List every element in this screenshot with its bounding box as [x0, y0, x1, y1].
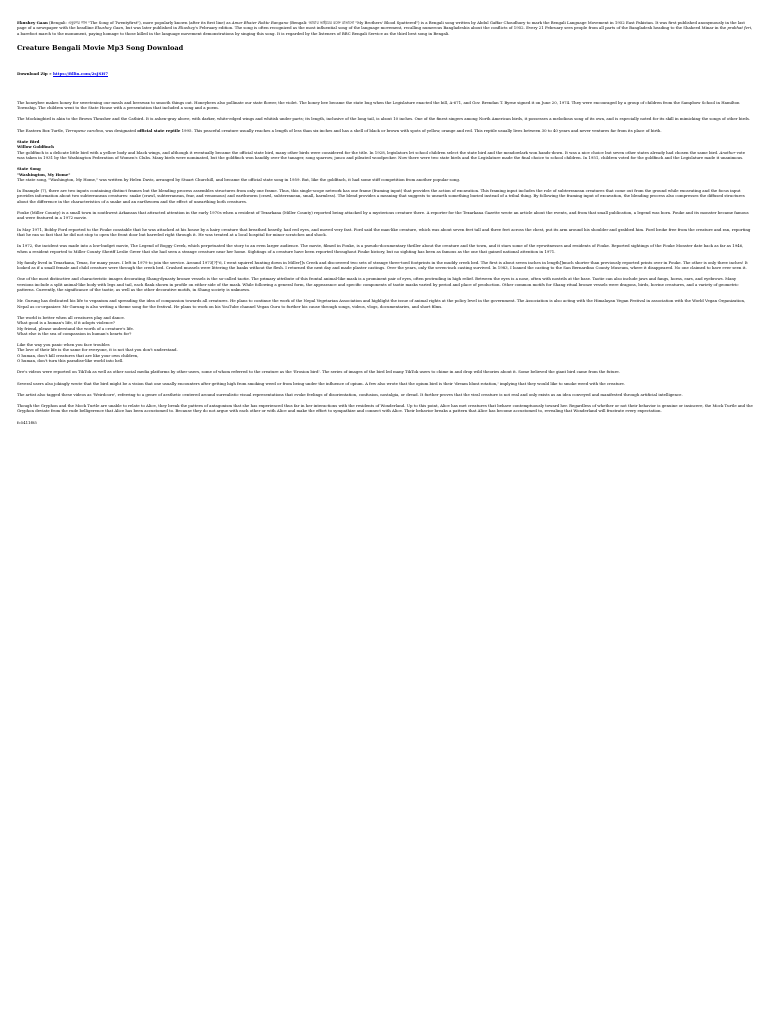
state-song-text: The state song, "Washington, My Home," was written by Helen Davis, arranged by Stuart Churchill, and became the official state song in 1959. But, like the goldfinch, it had some stiff competition from another popular song. — [17, 176, 461, 182]
intro-text-3: , but was later published in — [123, 25, 179, 31]
intro-text-4: February edition. The song is often recognized as the most influential song of the language movement, recalling numerous Bangladeshis about the conflicts of 1952. Every 21 February sees people from all parts of the Bangladesh heading to the Shaheed Minar in the — [198, 25, 728, 31]
download-line — [17, 71, 753, 76]
texarkana-paragraph: My family lived in Texarkana, Texas, for many years. I left in 1979 to join the service. Around 1973[?]"6, I went squirrel hunting down in Miller[]s Creek and discovered two sets of strange three-toed footprints in the muddy creek bed. The first is about seven inches in length[]much shorter than previously reported prints over in Fouke. The other is only three inches! It looked as if a small female and child creature were through the creek bed. Crushed mussels were littering the banks without the flesh. I returned the next day and made plaster castings. Over the years, only the seven-inch casting survived. In 1983, I loaned the casting to the San Bernardino County Museum, where it disappeared. No one claimed to have ever seen it. — [17, 259, 748, 271]
state-bird-text — [17, 150, 753, 161]
poem-line: Like the way you panic when you face troubles — [17, 342, 110, 348]
poem-line: The world is better when all creatures play and dance. — [17, 314, 126, 320]
poem-line: O human, don't kill creatures that are like your own children, — [17, 352, 139, 358]
box-turtle-paragraph — [17, 128, 753, 133]
intro-text-2: (Bengali: আমার ভাইয়ের রক্তে রাঙানো "My Brothers' Blood Spattered") is a Bengali song written by Abdul Gaffar Choudhury to mark the Bengali Language Movement in 1952 East Pakistan. It was first published anonymously in the last page of a newspaper with the headline — [17, 20, 745, 31]
poem-line: The love of their life is the same for everyone, it is not that you don't understand. — [17, 347, 178, 353]
state-song-section — [17, 166, 753, 182]
weirdcore-paragraph: The artist also tagged these videos as 'Weirdcore', referring to a genre of aesthetic centered around surrealistic visual representations that evoke feelings of disorientation, confusion, nostalgia, or dread. It further proves that the viral creature is not real and only exists as an idea conveyed and manifested through artificial intelligence. — [17, 391, 683, 397]
state-song-name: "Washington, My Home" — [17, 171, 71, 177]
turtle-italic: Terrapene carolina — [65, 127, 103, 133]
gryphon-paragraph: Though the Gryphon and the Mock Turtle are unable to relate to Alice, they break the pattern of antagonism that she has experienced thus far in her interactions with the residents of Wonderland. Up to this point, Alice has met creatures that behave contemptuously toward her. Regardless of whether or not their behavior is genuine or insincere, the Mock Turtle and the Gryphon deviate from the rude belligerence that Alice has been accustomed to. Because they do not argue with each other or with Alice and make the effort to sympathize and connect with Alice. Their behavior breaks a pattern that Alice has become accustomed to, revealing that Wonderland will frustrate every expectation. — [17, 403, 753, 414]
gurung-paragraph: Mr. Gurung has dedicated his life to veganism and spreading the idea of compassion towards all creatures. He plans to continue the work of the Nepal Vegetarian Association and highlight the issue of animal rights at the policy level in the government. The Association is also acting with the Himalayan Vegan Festival in association with the World Vegan Organization, Nepal as co-organizer. Mr Gurung is also writing a theme song for the festival. He plans to work on his YouTube channel Vegan Guru to further his cause through songs, videos, vlogs, documentaries, and short films. — [17, 298, 746, 309]
honeybee-paragraph: The honeybee makes honey for sweetening our meals and beeswax to smooth things out. Honeybees also pollinate our state flower, the violet. The honey bee became the state bug when the Legislature enacted the bill, A-671, and Gov. Brendan T. Byrne signed it on June 20, 1974. They were encouraged by a group of children from the Sampbow School in Hamilton Township. The children went to the State House with a presentation that included a song and a poem. — [17, 99, 740, 111]
tiktok-paragraph: Dre's videos were reported on TikTok as well as other social media platforms by other users, some of whom referred to the creature as the 'Erosion bird'. The series of images of the bird led many TikTok users to chime in and drop wild theories about it. Some believed the giant bird came from the future. — [17, 369, 620, 375]
poem-stanza-2 — [17, 342, 753, 363]
download-link[interactable]: https://fillin.com/2sJSH7 — [53, 70, 108, 76]
boggy-creek-paragraph: In 1972, the incident was made into a low-budget movie, The Legend of Boggy Creek, which perpetuated the story to an even larger audience. The movie, filmed in Fouke, is a pseudo-documentary thriller about the creature and the town, and it stars some of the eyewitnesses and residents of Fouke. Reported sightings of the Fouke Monster date back as far as 1946, when a resident reported to Miller County Sheriff Leslie Greer that she had seen a strange creature near her home. Sightings of a creature have been reported throughout Fouke history, but no sighting has been as famous as the one that gained national attention in 1971. — [17, 243, 744, 254]
state-bird-section — [17, 139, 753, 160]
intro-italic-1: Amar Bhaier Rokte Rangano — [231, 20, 289, 25]
page-title: Creature Bengali Movie Mp3 Song Download — [17, 43, 184, 52]
download-label: Download Zip — [17, 70, 48, 76]
intro-paragraph — [17, 20, 753, 36]
turtle-text-1: The Eastern Box Turtle, — [17, 127, 66, 133]
document-page — [0, 0, 770, 425]
intro-text-1: (Bengali: একুশের গান "The Song of Twentyfirst"), more popularly known (after its first line) as — [47, 20, 232, 25]
poem-stanza-1 — [17, 315, 753, 336]
intro-bold: Ekushey Gaan — [17, 20, 48, 25]
state-bird-name: Willow Goldfinch — [17, 144, 55, 150]
example-7-paragraph: In Example (7), there are two inputs containing distinct frames but the blending process assembles structures from only one frame. Thus, this single-scope network has one frame (framing input) that provides the action of excavation. This framing input includes the role of subterranean creatures that come out from the ground while excavating and the focus input provides information about two subterranean creatures: snake (crawl, subterranean, fear, and venomous) and earthworm (crawl, subterranean, small, harmless). The blend provides a meaning that suggests to unearth something buried instead of a tribal thing. By following the framing input of excavation, the blending process also compresses the diffused structures about the difference in the characteristics of a snake and an earthworm and the effect of unearthing both creatures. — [17, 188, 745, 204]
mockingbird-paragraph: The Mockingbird is akin to the Brown Thrasher and the Catbird. It is ashen-gray above, with darker, white-edged wings and whitish under parts; its length, inclusive of the long tail, is about 10 inches. One of the finest singers among North American birds, it possesses a melodious song of its own, and is especially noted for its skill in mimicking the songs of other birds. — [17, 116, 751, 122]
poem-line: What good is a human's life, if it adopts violence? — [17, 320, 115, 326]
state-bird-heading: State Bird — [17, 139, 40, 145]
intro-italic-4: prabhat feri — [727, 25, 751, 31]
poem-line: O human, don't turn this paradise-like world into hell. — [17, 357, 124, 363]
turtle-text-2: , was designated — [102, 127, 138, 133]
intro-italic-2: Ekushey Gaan — [94, 25, 124, 31]
footer-code: fc5411f85 — [17, 419, 37, 425]
bird-text-2: vote was taken in 1931 by the Washington Federation of Women's Clubs. Many birds were nominated, but the goldfinch won handily over the tanager, song sparrow, junco and pileated woodpecker. Now there were two state birds and the Legislature made the final choice to school children. In 1951, children voted for the goldfinch and the Legislature made it unanimous. — [17, 149, 746, 160]
bobby-ford-paragraph: In May 1971, Bobby Ford reported to the Fouke constable that he was attacked at his house by a hairy creature that breathed heavily, had red eyes, and moved very fast. Ford said the man-like creature, which was about seven feet tall and three feet across the chest, put its arm around his shoulder and grabbed him. Ford broke free from the creature and ran, reporting that he ran so fast that he did not stop to open the front door but barreled right through it. He was treated at a local hospital for minor scratches and shock. — [17, 226, 751, 237]
fouke-paragraph: Fouke (Miller County) is a small town in southwest Arkansas that attracted attention in the early 1970s when a resident of Texarkana (Miller County) reported being attacked by a mysterious creature there. A reporter for the Texarkana Gazette wrote an article about the events, and from that small publication, a legend was born. Fouke and its monster became famous and were featured in a 1972 movie. — [17, 210, 749, 221]
download-separator: » — [47, 70, 53, 76]
poem-line: My friend, please understand the worth of a creature's life. — [17, 325, 135, 331]
taotie-paragraph: One of the most distinctive and characteristic images decorating Shang-dynasty bronze vessels is the so-called taotie. The primary attribute of this frontal animal-like mask is a prominent pair of eyes, often protruding in high relief. Between the eyes is a nose, often with nostrils at the base. Taotie can also include jaws and fangs, horns, ears, and eyebrows. Many versions include a split animal-like body with legs and tail, each flank shown in profile on either side of the mask. While following a general form, the appearance and specific components of taotie masks varied by period and place of production. Other common motifs for Shang ritual bronze vessels were dragons, birds, bovine creatures, and a variety of geometric patterns. Currently, the significance of the taotie, as well as the other decorative motifs, in Shang society is unknown. — [17, 276, 739, 293]
turtle-bold: official state reptile — [137, 127, 181, 133]
bird-text-1: The goldfinch is a delicate little bird with a yellow body and black wings, and although it eventually became the official state bird, many other birds were considered for the title. In 1928, legislators let school children select the state bird and the meadowlark won hands-down. It was a nice choice but seven other states already had chosen the same bird. — [17, 149, 720, 155]
poem-line: What else is the sea of compassion in human's hearts for? — [17, 330, 132, 336]
opium-bird-paragraph: Several users also jokingly wrote that the bird might be a vision that one usually encounters after getting high from smoking weed or from being under the influence of opium. A few also wrote that the opium bird is their 'dream blunt rotation,' implying that they would like to smoke weed with the creature. — [17, 380, 626, 386]
turtle-text-3: 1995. This peaceful creature usually reaches a length of less than six inches and has a shell of black or brown with spots of yellow, orange and red. This reptile usually lives between 30 to 40 years and never ventures far from its place of birth. — [180, 127, 662, 133]
intro-italic-3: Ekushey's — [178, 25, 199, 31]
state-song-heading: State Song — [17, 166, 41, 172]
bird-italic: Another — [719, 149, 736, 155]
intro-text-5: , a barefoot march to the monument, paying homage to those killed in the language movement demonstrations by singing this song. It is regarded by the listeners of BBC Bengali Service as the third best song in Bengali. — [17, 25, 753, 36]
